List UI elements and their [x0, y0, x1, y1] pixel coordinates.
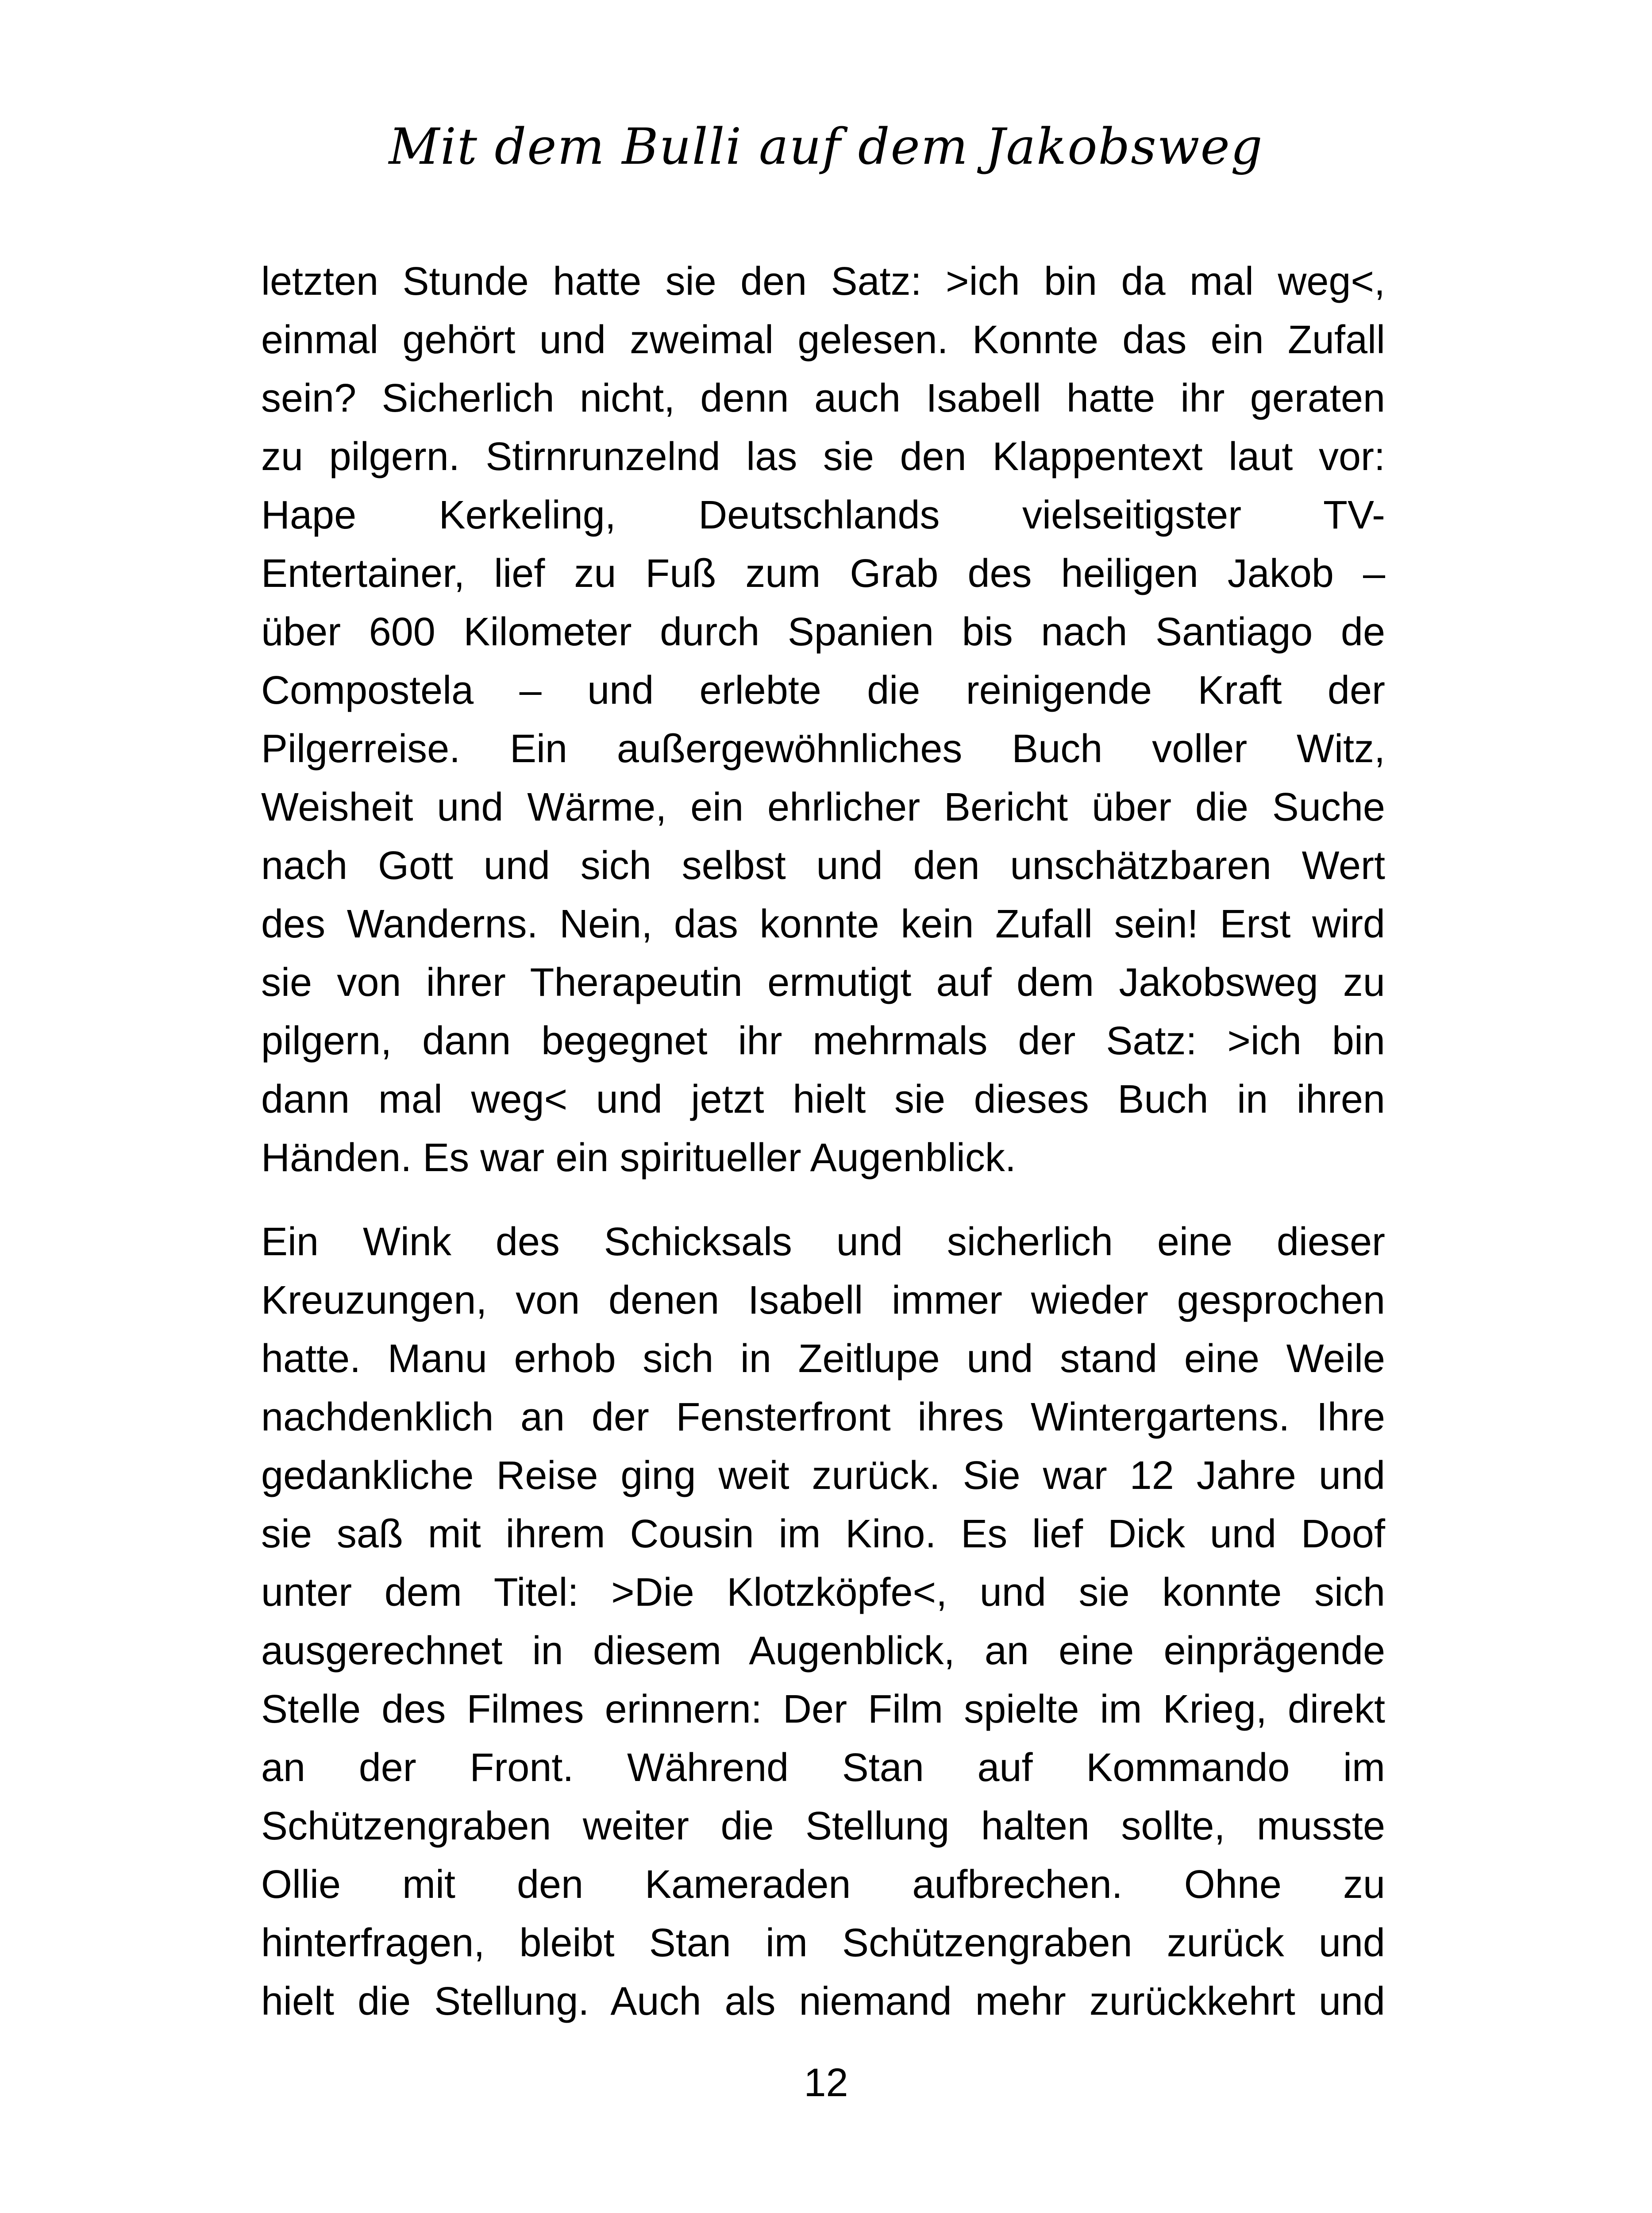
- text-line: Schützengraben weiter die Stellung halten sollte, musste: [261, 1804, 1385, 1848]
- text-line: Compostela – und erlebte die reinigende Kraft der: [261, 668, 1385, 713]
- text-line: Pilgerreise. Ein außergewöhnliches Buch voller Witz,: [261, 727, 1385, 771]
- text-line: Ein Wink des Schicksals und sicherlich eine dieser: [261, 1220, 1385, 1264]
- text-line: nachdenklich an der Fensterfront ihres Wintergartens. Ihre: [261, 1395, 1385, 1439]
- text-line: einmal gehört und zweimal gelesen. Konnte das ein Zufall: [261, 318, 1385, 362]
- paragraph: [261, 252, 1385, 1187]
- paragraph: [261, 1213, 1385, 2031]
- text-line: zu pilgern. Stirnrunzelnd las sie den Klappentext laut vor:: [261, 435, 1385, 479]
- text-line: an der Front. Während Stan auf Kommando im: [261, 1746, 1385, 1790]
- text-line: über 600 Kilometer durch Spanien bis nach Santiago de: [261, 610, 1385, 654]
- running-header: Mit dem Bulli auf dem Jakobsweg: [389, 118, 1263, 176]
- text-line: sie von ihrer Therapeutin ermutigt auf dem Jakobsweg zu: [261, 960, 1385, 1005]
- page-number: 12: [804, 2061, 848, 2105]
- text-line: sie saß mit ihrem Cousin im Kino. Es lief Dick und Doof: [261, 1512, 1385, 1556]
- text-line: ausgerechnet in diesem Augenblick, an eine einprägende: [261, 1629, 1385, 1673]
- body-text: [261, 252, 1385, 2031]
- text-line: Stelle des Filmes erinnern: Der Film spielte im Krieg, direkt: [261, 1687, 1385, 1731]
- text-line: pilgern, dann begegnet ihr mehrmals der Satz: >ich bin: [261, 1019, 1385, 1063]
- text-line: sein? Sicherlich nicht, denn auch Isabell hatte ihr geraten: [261, 376, 1385, 420]
- text-line: hinterfragen, bleibt Stan im Schützengraben zurück und: [261, 1921, 1385, 1965]
- text-line: unter dem Titel: >Die Klotzköpfe<, und sie konnte sich: [261, 1570, 1385, 1615]
- text-line: hatte. Manu erhob sich in Zeitlupe und stand eine Weile: [261, 1337, 1385, 1381]
- text-line: Weisheit und Wärme, ein ehrlicher Bericht über die Suche: [261, 785, 1385, 829]
- text-line: hielt die Stellung. Auch als niemand mehr zurückkehrt und: [261, 1979, 1385, 2024]
- text-line: Kreuzungen, von denen Isabell immer wieder gesprochen: [261, 1278, 1385, 1322]
- text-line: gedankliche Reise ging weit zurück. Sie war 12 Jahre und: [261, 1453, 1385, 1498]
- text-line: nach Gott und sich selbst und den unschätzbaren Wert: [261, 844, 1385, 888]
- text-line: Ollie mit den Kameraden aufbrechen. Ohne zu: [261, 1862, 1385, 1907]
- text-line: Händen. Es war ein spiritueller Augenblick.: [261, 1136, 1016, 1180]
- text-line: dann mal weg< und jetzt hielt sie dieses Buch in ihren: [261, 1077, 1385, 1122]
- text-line: Entertainer, lief zu Fuß zum Grab des heiligen Jakob –: [261, 551, 1385, 596]
- text-line: Hape Kerkeling, Deutschlands vielseitigster TV-: [261, 493, 1385, 537]
- text-line: des Wanderns. Nein, das konnte kein Zufall sein! Erst wird: [261, 902, 1385, 946]
- text-line: letzten Stunde hatte sie den Satz: >ich bin da mal weg<,: [261, 259, 1385, 304]
